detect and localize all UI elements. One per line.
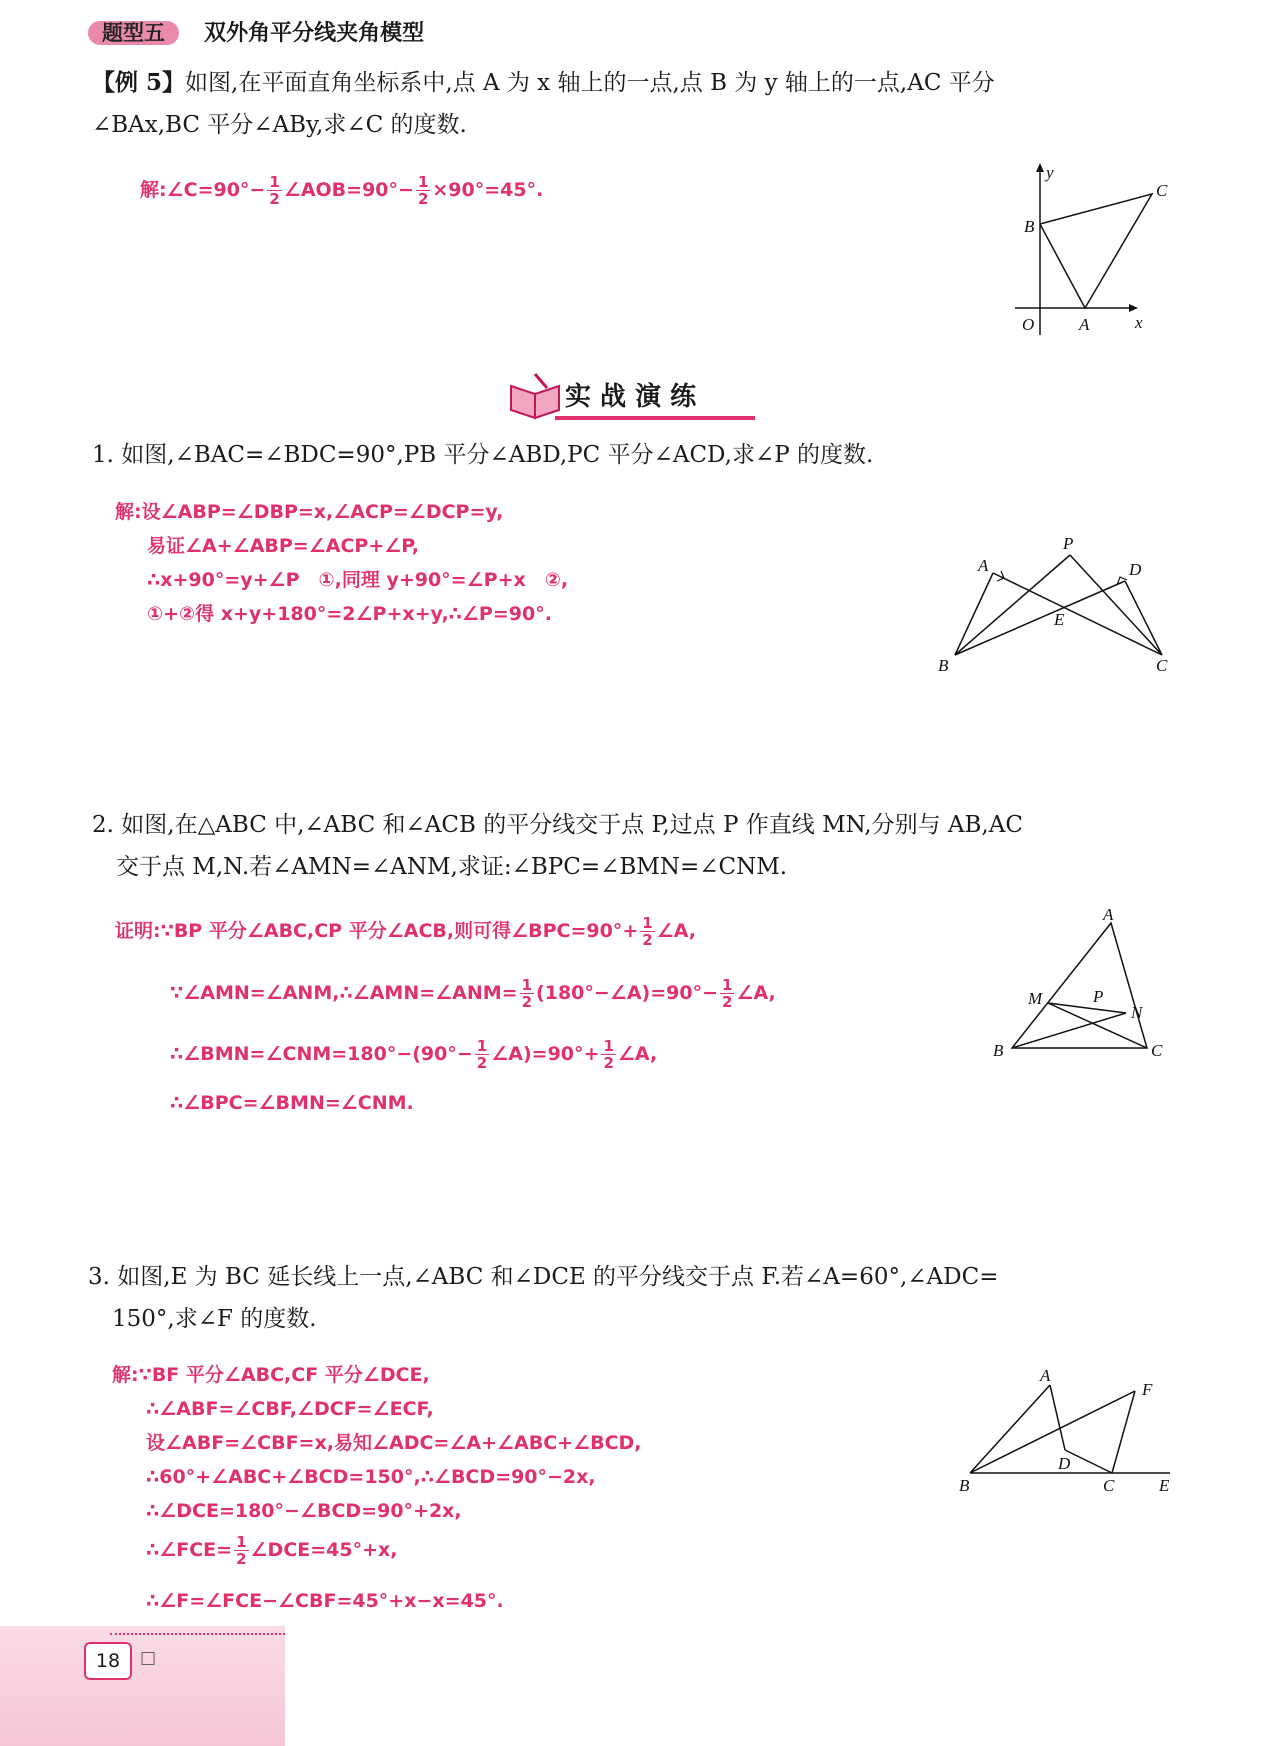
example5-solution: 解:∠C=90°− $\frac{1}{2}$ ∠AOB=90°− $\frac{1}{2}$ ×90°=45°.: [140, 173, 544, 208]
example5-label: 【例 5】: [92, 69, 186, 96]
label-y: y: [1046, 163, 1054, 182]
label-O: O: [1022, 315, 1035, 334]
q3-solution-line6: ∴∠FCE= $\frac{1}{2}$ ∠DCE=45°+x,: [146, 1533, 398, 1568]
label-C: C: [1103, 1476, 1115, 1495]
page-number: 18: [84, 1642, 132, 1680]
label-x: x: [1135, 313, 1143, 332]
label-E: E: [1054, 610, 1065, 629]
label-C: C: [1156, 181, 1168, 200]
label-F: F: [1142, 1380, 1153, 1399]
question-type-tag: 题型五: [88, 21, 179, 45]
q3-figure: [955, 1365, 1185, 1495]
fraction: $\frac{1}{2}$: [476, 1037, 488, 1072]
label-B: B: [1024, 217, 1035, 236]
label-A: A: [1040, 1366, 1051, 1385]
label-A: A: [1103, 908, 1114, 924]
footer-band: [0, 1626, 285, 1746]
fraction: $\frac{1}{2}$: [417, 173, 429, 208]
book-icon: [505, 372, 571, 422]
section-banner: [505, 372, 750, 422]
q2-proof-line1: 证明:∵BP 平分∠ABC,CP 平分∠ACB,则可得∠BPC=90°+ $\frac{1}{2}$ ∠A,: [115, 914, 697, 949]
label-B: B: [938, 656, 949, 675]
label-D: D: [1129, 560, 1142, 579]
section-header: [88, 16, 424, 47]
example5-text: 【例 5】如图,在平面直角坐标系中,点 A 为 x 轴上的一点,点 B 为 y 轴上的一点,AC 平分 ∠BAx,BC 平分∠ABy,求∠C 的度数.: [92, 69, 995, 138]
q2-proof-line3: ∴∠BMN=∠CNM=180°−(90°− $\frac{1}{2}$ ∠A)=90°+ $\frac{1}{2}$ ∠A,: [170, 1037, 658, 1072]
label-P: P: [1093, 987, 1104, 1006]
fraction: $\frac{1}{2}$: [269, 173, 280, 208]
label-C: C: [1151, 1041, 1163, 1058]
label-C: C: [1156, 656, 1168, 675]
example5-figure: [1000, 160, 1180, 340]
section-title: 实 战 演 练: [565, 382, 697, 412]
q2-figure: [985, 908, 1185, 1058]
fraction: $\frac{1}{2}$: [236, 1533, 247, 1568]
fraction: $\frac{1}{2}$: [521, 976, 533, 1011]
q2-proof-line4: ∴∠BPC=∠BMN=∠CNM.: [170, 1092, 414, 1114]
q3-text: 3. 如图,E 为 BC 延长线上一点,∠ABC 和∠DCE 的平分线交于点 F.若∠A=60°,∠ADC= 150°,求∠F 的度数.: [88, 1264, 999, 1332]
label-A: A: [1079, 315, 1090, 334]
footer-rule: [110, 1633, 285, 1635]
q1-figure: [930, 535, 1180, 680]
label-B: B: [959, 1476, 970, 1495]
q3-solution-line7: ∴∠F=∠FCE−∠CBF=45°+x−x=45°.: [146, 1590, 504, 1612]
label-B: B: [993, 1041, 1004, 1058]
label-P: P: [1063, 535, 1074, 553]
fraction: $\frac{1}{2}$: [642, 914, 653, 949]
footer-box: □: [140, 1648, 157, 1668]
q1-solution: 解:设∠ABP=∠DBP=x,∠ACP=∠DCP=y, 易证∠A+∠ABP=∠ACP+∠P, ∴x+90°=y+∠P ①,同理 y+90°=∠P+x ②, ①+②得 x+y+180°=2∠P+x+y,∴∠P=90°.: [115, 501, 569, 625]
fraction: $\frac{1}{2}$: [603, 1037, 614, 1072]
label-D: D: [1058, 1454, 1071, 1473]
label-M: M: [1028, 989, 1043, 1008]
label-N: N: [1131, 1003, 1143, 1022]
fraction: $\frac{1}{2}$: [722, 976, 733, 1011]
header-title: 双外角平分线夹角模型: [204, 21, 425, 46]
q3-solution: 解:∵BF 平分∠ABC,CF 平分∠DCE, ∴∠ABF=∠CBF,∠DCF=∠ECF, 设∠ABF=∠CBF=x,易知∠ADC=∠A+∠ABC+∠BCD, ∴60°+∠ABC+∠BCD=150°,∴∠BCD=90°−2x, ∴∠DCE=180°−∠BCD=90°+2x,: [112, 1364, 642, 1522]
label-A: A: [978, 556, 989, 575]
q1-text: 1. 如图,∠BAC=∠BDC=90°,PB 平分∠ABD,PC 平分∠ACD,求∠P 的度数.: [92, 442, 874, 468]
label-E: E: [1159, 1476, 1170, 1495]
banner-underline: [555, 416, 755, 420]
q2-proof-line2: ∵∠AMN=∠ANM,∴∠AMN=∠ANM= $\frac{1}{2}$ (180°−∠A)=90°− $\frac{1}{2}$ ∠A,: [170, 976, 776, 1011]
q2-text: 2. 如图,在△ABC 中,∠ABC 和∠ACB 的平分线交于点 P,过点 P 作直线 MN,分别与 AB,AC 交于点 M,N.若∠AMN=∠ANM,求证:∠BPC=∠BMN=∠CNM.: [92, 812, 1023, 880]
